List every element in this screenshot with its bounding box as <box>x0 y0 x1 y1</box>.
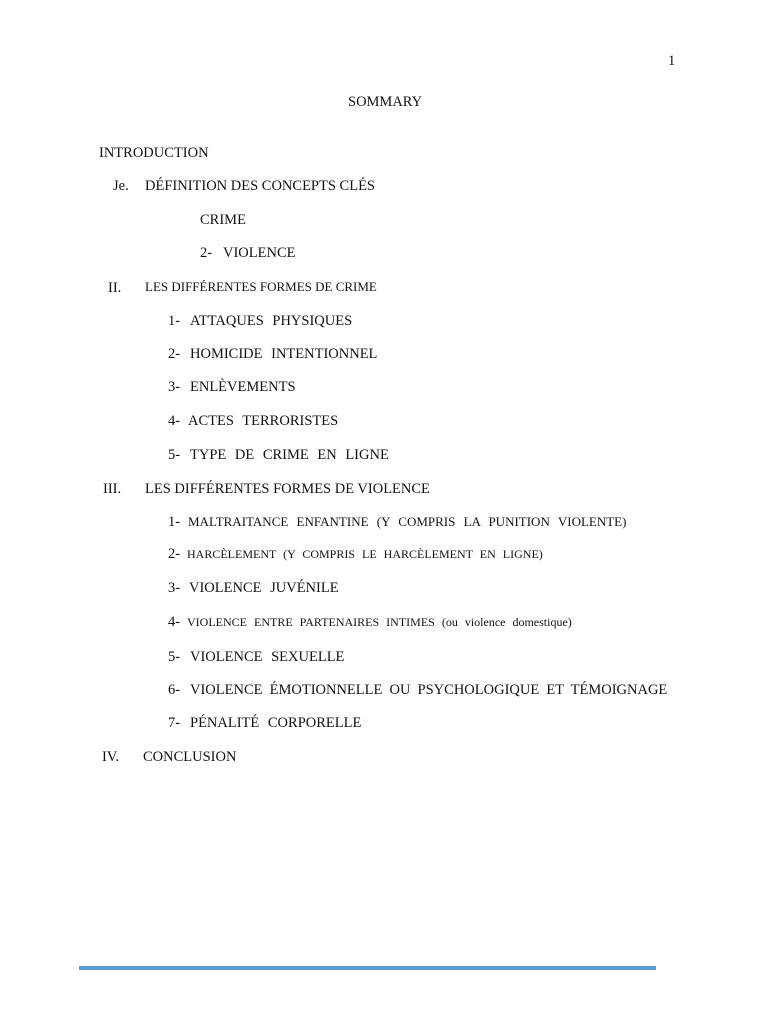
toc-item-harcelement: HARCÈLEMENT (Y COMPRIS LE HARCÈLEMENT EN LIGNE) <box>187 547 543 561</box>
toc-item-homicide: HOMICIDE INTENTIONNEL <box>190 346 378 362</box>
toc-item-number: 5- <box>168 447 181 463</box>
toc-item-penalite-corporelle: PÉNALITÉ CORPORELLE <box>190 715 362 731</box>
toc-item-violence-partenaires: VIOLENCE ENTRE PARTENAIRES INTIMES (ou violence domestique) <box>187 615 572 629</box>
toc-section-3-title: LES DIFFÉRENTES FORMES DE VIOLENCE <box>145 481 430 497</box>
toc-section-4-title: CONCLUSION <box>143 749 237 765</box>
toc-section-3-numeral: III. <box>103 481 122 497</box>
toc-section-4-numeral: IV. <box>102 749 120 765</box>
toc-section-2-title: LES DIFFÉRENTES FORMES DE CRIME <box>145 279 377 294</box>
toc-item-violence: VIOLENCE <box>223 245 296 261</box>
toc-item-actes-terroristes: ACTES TERRORISTES <box>188 413 339 429</box>
toc-item-number: 4- <box>168 614 181 630</box>
toc-item-number: 6- <box>168 682 181 698</box>
toc-item-number: 3- <box>168 580 181 596</box>
toc-item-enlevements: ENLÈVEMENTS <box>190 379 296 395</box>
toc-item-violence-sexuelle: VIOLENCE SEXUELLE <box>190 649 345 665</box>
toc-section-1-title: DÉFINITION DES CONCEPTS CLÉS <box>145 178 375 194</box>
toc-item-number: 5- <box>168 649 181 665</box>
page-number: 1 <box>668 53 676 69</box>
toc-item-number: 1- <box>168 514 181 530</box>
toc-item-crime: CRIME <box>200 212 246 228</box>
toc-item-number: 1- <box>168 313 181 329</box>
toc-item-number: 2- <box>200 245 213 261</box>
toc-item-number: 7- <box>168 715 181 731</box>
toc-item-violence-emotionnelle: VIOLENCE ÉMOTIONNELLE OU PSYCHOLOGIQUE ET TÉMOIGNAGE <box>190 682 668 698</box>
toc-item-number: 4- <box>168 413 181 429</box>
toc-item-crime-en-ligne: TYPE DE CRIME EN LIGNE <box>190 447 389 463</box>
toc-section-1-numeral: Je. <box>113 178 129 194</box>
toc-section-2-numeral: II. <box>108 280 122 296</box>
toc-introduction: INTRODUCTION <box>99 145 209 161</box>
document-title: SOMMARY <box>348 94 423 110</box>
toc-item-number: 3- <box>168 379 181 395</box>
toc-item-number: 2- <box>168 546 181 562</box>
footer-divider <box>79 966 656 970</box>
toc-item-number: 2- <box>168 346 181 362</box>
toc-item-maltraitance: MALTRAITANCE ENFANTINE (Y COMPRIS LA PUNITION VIOLENTE) <box>188 514 627 529</box>
toc-item-attaques-physiques: ATTAQUES PHYSIQUES <box>190 313 353 329</box>
toc-item-violence-juvenile: VIOLENCE JUVÉNILE <box>189 580 339 596</box>
